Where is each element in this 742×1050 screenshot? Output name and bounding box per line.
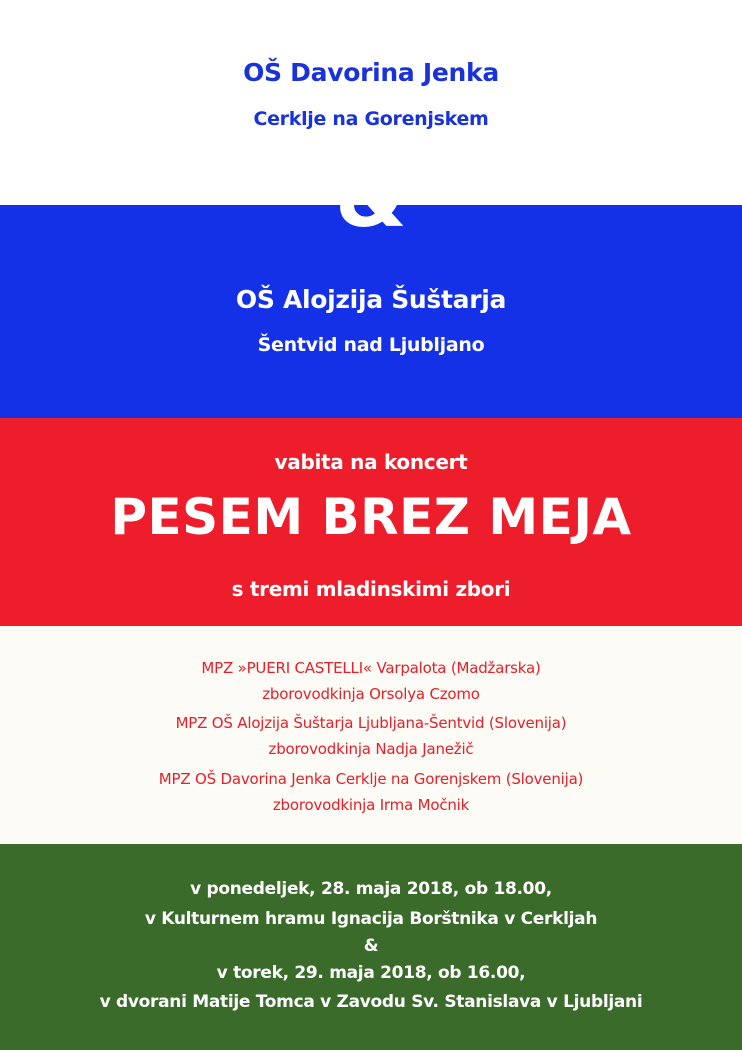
event-2-venue: v dvorani Matije Tomca v Zavodu Sv. Stanislava v Ljubljani [99, 992, 643, 1012]
choir-1-name: MPZ »PUERI CASTELLI« Varpalota (Madžarska) [201, 659, 541, 677]
concert-invitation: vabita na koncert [274, 450, 468, 474]
event-separator: & [363, 936, 379, 956]
concert-title: PESEM BREZ MEJA [110, 488, 632, 546]
ampersand-symbol: & [335, 151, 407, 246]
choir-3-conductor: zborovodkinja Irma Močnik [272, 796, 470, 814]
choir-2-conductor: zborovodkinja Nadja Janežič [268, 740, 474, 758]
school-2-name: OŠ Alojzija Šuštarja [235, 285, 507, 314]
event-1-venue: v Kulturnem hramu Ignacija Borštnika v Cerkljah [144, 909, 598, 929]
concert-subtitle: s tremi mladinskimi zbori [231, 577, 511, 601]
event-1-date: v ponedeljek, 28. maja 2018, ob 18.00, [190, 879, 552, 899]
school-1-location: Cerklje na Gorenjskem [253, 108, 489, 130]
choir-3-name: MPZ OŠ Davorina Jenka Cerklje na Gorenjskem (Slovenija) [158, 770, 584, 788]
choir-1-conductor: zborovodkinja Orsolya Czomo [262, 685, 480, 703]
school-1-name: OŠ Davorina Jenka [243, 58, 499, 87]
event-2-date: v torek, 29. maja 2018, ob 16.00, [216, 963, 526, 983]
choir-2-name: MPZ OŠ Alojzija Šuštarja Ljubljana-Šentvid (Slovenija) [175, 714, 567, 732]
school-2-location: Šentvid nad Ljubljano [257, 334, 485, 356]
